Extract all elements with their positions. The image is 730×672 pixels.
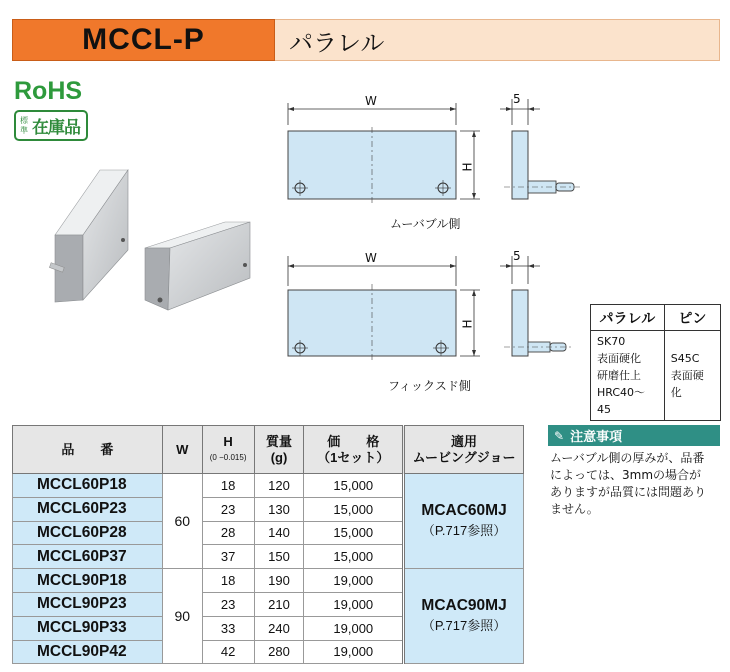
cell-w: 60: [162, 474, 202, 569]
rohs-badge: [14, 77, 94, 107]
cell-price: 15,000: [304, 474, 404, 498]
cell-code: MCCL90P42: [13, 640, 163, 664]
cell-price: 19,000: [304, 616, 404, 640]
cell-code: MCCL90P23: [13, 592, 163, 616]
notes-panel: [548, 425, 720, 518]
header-h: H (0 −0.015): [202, 426, 254, 474]
fixed-side-side-view: [500, 252, 580, 362]
header-price: 価 格 （1セット）: [304, 426, 404, 474]
standard-small-text: 標 準: [20, 115, 28, 135]
cell-code: MCCL60P37: [13, 545, 163, 569]
table-row: [13, 474, 524, 498]
pen-icon: ✎: [554, 428, 565, 443]
cell-h: 33: [202, 616, 254, 640]
product-code-box: [12, 19, 275, 61]
cell-mass: 240: [254, 616, 304, 640]
cell-price: 19,000: [304, 592, 404, 616]
cell-price: 19,000: [304, 640, 404, 664]
material-header-parallel: パラレル: [591, 305, 665, 331]
cell-h: 37: [202, 545, 254, 569]
cell-price: 15,000: [304, 521, 404, 545]
moving-dim-t: 5: [513, 92, 521, 106]
cell-h: 28: [202, 521, 254, 545]
notes-header: [548, 425, 720, 446]
material-table: [590, 304, 721, 421]
spec-table: [12, 425, 524, 664]
product-name-box: [275, 19, 720, 61]
cell-mass: 210: [254, 592, 304, 616]
cell-mass: 280: [254, 640, 304, 664]
header-code: 品 番: [13, 426, 163, 474]
moving-dim-h: H: [460, 162, 475, 172]
cell-price: 15,000: [304, 545, 404, 569]
moving-caption: ムーバブル側: [390, 217, 461, 231]
header-mass: 質量 (g): [254, 426, 304, 474]
page-header: [12, 19, 720, 61]
cell-code: MCCL60P23: [13, 497, 163, 521]
cell-code: MCCL90P33: [13, 616, 163, 640]
table-row: [13, 569, 524, 593]
cell-code: MCCL90P18: [13, 569, 163, 593]
moving-dim-w: W: [365, 94, 377, 108]
material-header-pin: ピン: [664, 305, 720, 331]
cell-code: MCCL60P18: [13, 474, 163, 498]
moving-side-front-view: [280, 95, 480, 210]
cell-mass: 130: [254, 497, 304, 521]
notes-title: 注意事項: [570, 430, 623, 445]
cell-price: 19,000: [304, 569, 404, 593]
cell-code: MCCL60P28: [13, 521, 163, 545]
header-jaw: 適用 ムービングジョー: [404, 426, 524, 474]
cell-jaw: MCAC90MJ （P.717参照）: [404, 569, 524, 664]
material-pin-spec: S45C 表面硬化: [664, 331, 720, 421]
cell-w: 90: [162, 569, 202, 664]
cell-h: 42: [202, 640, 254, 664]
product-illustration: [40, 160, 270, 320]
rohs-label: RoHS: [14, 77, 83, 105]
fixed-caption: フィックスド側: [388, 379, 471, 393]
standard-stock-label: 在庫品: [32, 118, 80, 138]
cell-h: 23: [202, 592, 254, 616]
cell-mass: 150: [254, 545, 304, 569]
product-name: パラレル: [289, 28, 385, 57]
cell-mass: 120: [254, 474, 304, 498]
product-code: MCCL-P: [82, 23, 205, 56]
fixed-dim-w: W: [365, 251, 377, 265]
cell-h: 18: [202, 569, 254, 593]
cell-jaw: MCAC60MJ （P.717参照）: [404, 474, 524, 569]
standard-stock-badge: [14, 110, 88, 141]
cell-mass: 190: [254, 569, 304, 593]
fixed-dim-t: 5: [513, 249, 521, 263]
cell-h: 23: [202, 497, 254, 521]
notes-body: ムーバブル側の厚みが、品番 によっては、3mmの場合が ありますが品質には問題あり ません。: [550, 451, 707, 516]
cell-price: 15,000: [304, 497, 404, 521]
moving-side-side-view: [500, 95, 580, 205]
header-w: W: [162, 426, 202, 474]
fixed-side-front-view: [280, 252, 480, 367]
cell-h: 18: [202, 474, 254, 498]
material-parallel-spec: SK70 表面硬化 研磨仕上 HRC40～45: [591, 331, 665, 421]
cell-mass: 140: [254, 521, 304, 545]
fixed-dim-h: H: [460, 319, 475, 329]
